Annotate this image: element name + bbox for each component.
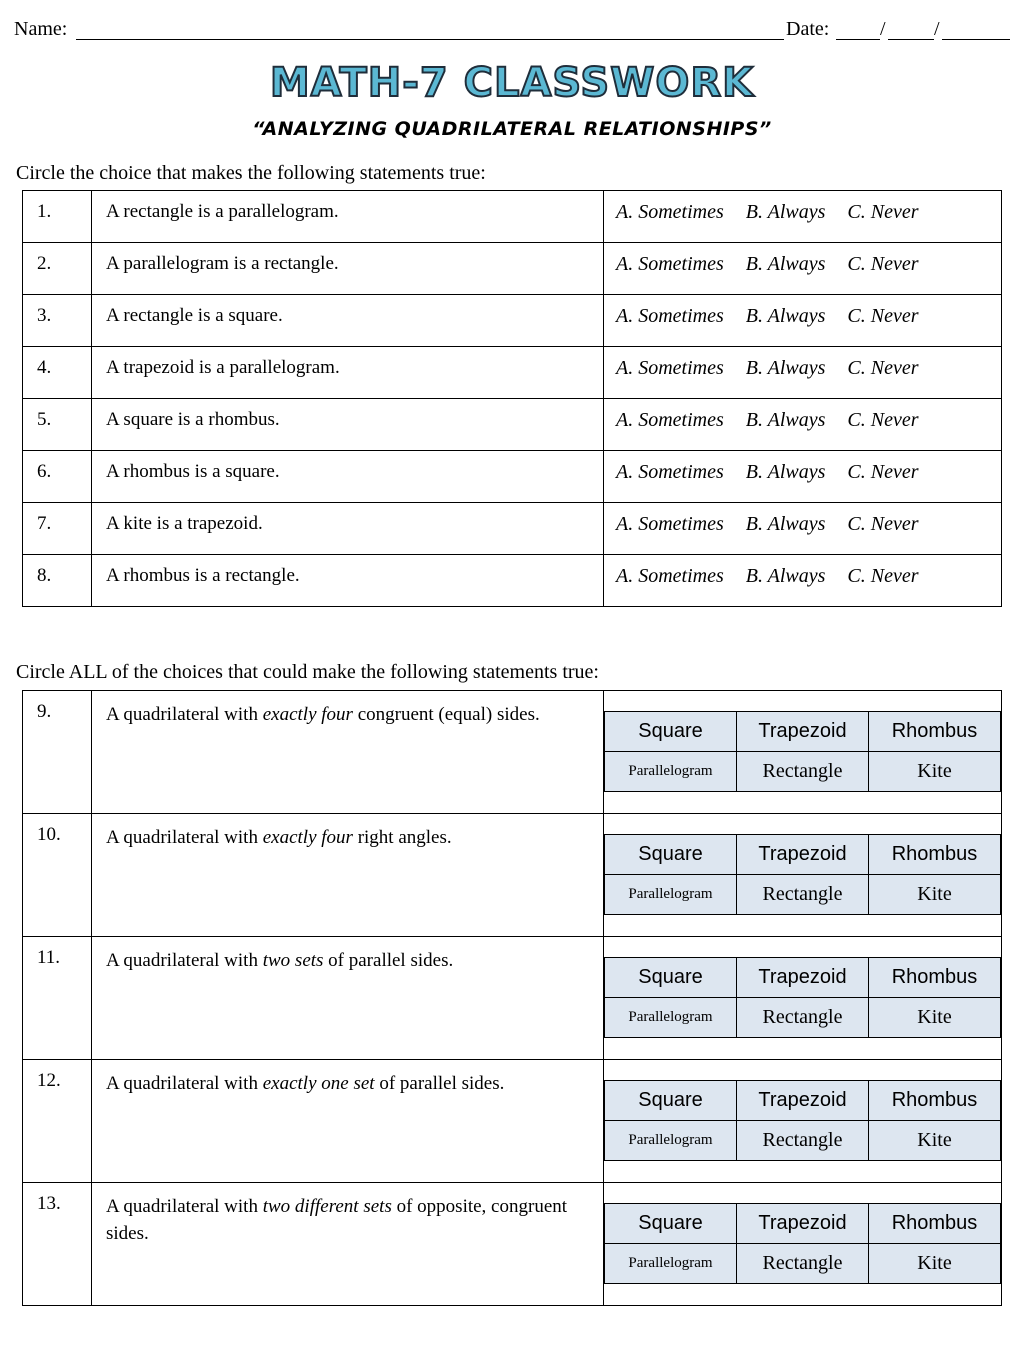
choice-always[interactable]: B. Always bbox=[745, 201, 826, 223]
choice-always[interactable]: B. Always bbox=[745, 357, 826, 379]
statement-text: A kite is a trapezoid. bbox=[92, 503, 604, 555]
choice-kite[interactable]: Kite bbox=[869, 752, 1001, 792]
shape-choices bbox=[604, 937, 1002, 1060]
statement-pre: A quadrilateral with bbox=[106, 1196, 263, 1217]
part1-instruction: Circle the choice that makes the following statements true: bbox=[16, 162, 486, 184]
statement-emphasis: exactly four bbox=[262, 827, 353, 848]
shape-grid bbox=[604, 834, 1001, 915]
choice-rhombus[interactable]: Rhombus bbox=[869, 835, 1001, 875]
choice-square[interactable]: Square bbox=[605, 1204, 737, 1244]
table-row bbox=[23, 451, 1002, 503]
statement-emphasis: two different sets bbox=[262, 1196, 392, 1217]
shape-grid bbox=[604, 957, 1001, 1038]
table-row bbox=[23, 503, 1002, 555]
statement-post: of parallel sides. bbox=[374, 1073, 505, 1094]
choice-parallelogram[interactable]: Parallelogram bbox=[605, 875, 737, 915]
choice-rectangle[interactable]: Rectangle bbox=[737, 752, 869, 792]
shape-choices bbox=[604, 691, 1002, 814]
choice-always[interactable]: B. Always bbox=[745, 253, 826, 275]
statement-text: A rhombus is a square. bbox=[92, 451, 604, 503]
statement-text bbox=[92, 937, 604, 1060]
choice-kite[interactable]: Kite bbox=[869, 1244, 1001, 1284]
choice-square[interactable]: Square bbox=[605, 712, 737, 752]
choice-never[interactable]: C. Never bbox=[847, 357, 919, 379]
item-number: 11. bbox=[23, 937, 92, 1060]
choice-always[interactable]: B. Always bbox=[745, 305, 826, 327]
choice-sometimes[interactable]: A. Sometimes bbox=[616, 253, 724, 275]
name-field[interactable] bbox=[76, 39, 784, 40]
name-date-row bbox=[14, 18, 1010, 46]
answer-choices bbox=[604, 555, 1002, 607]
answer-choices bbox=[604, 295, 1002, 347]
choice-always[interactable]: B. Always bbox=[745, 513, 826, 535]
choice-trapezoid[interactable]: Trapezoid bbox=[737, 1204, 869, 1244]
date-separator: / bbox=[880, 18, 886, 40]
statement-text bbox=[92, 1060, 604, 1183]
choice-sometimes[interactable]: A. Sometimes bbox=[616, 357, 724, 379]
table-row bbox=[23, 243, 1002, 295]
shape-choices bbox=[604, 1183, 1002, 1306]
choice-never[interactable]: C. Never bbox=[847, 565, 919, 587]
statement-text bbox=[92, 814, 604, 937]
item-number: 7. bbox=[23, 503, 92, 555]
choice-rhombus[interactable]: Rhombus bbox=[869, 958, 1001, 998]
table-row bbox=[23, 691, 1002, 814]
item-number: 13. bbox=[23, 1183, 92, 1306]
item-number: 3. bbox=[23, 295, 92, 347]
statement-pre: A quadrilateral with bbox=[106, 1073, 263, 1094]
statement-emphasis: exactly one set bbox=[262, 1073, 375, 1094]
choice-always[interactable]: B. Always bbox=[745, 461, 826, 483]
statement-text: A square is a rhombus. bbox=[92, 399, 604, 451]
choice-sometimes[interactable]: A. Sometimes bbox=[616, 513, 724, 535]
statement-text bbox=[92, 1183, 604, 1306]
date-label: Date: bbox=[786, 18, 830, 40]
choice-always[interactable]: B. Always bbox=[745, 565, 826, 587]
choice-square[interactable]: Square bbox=[605, 835, 737, 875]
shape-grid bbox=[604, 711, 1001, 792]
shape-grid bbox=[604, 1080, 1001, 1161]
table-row bbox=[23, 399, 1002, 451]
statement-pre: A quadrilateral with bbox=[106, 950, 263, 971]
answer-choices bbox=[604, 243, 1002, 295]
statement-text: A rhombus is a rectangle. bbox=[92, 555, 604, 607]
choice-never[interactable]: C. Never bbox=[847, 305, 919, 327]
choice-parallelogram[interactable]: Parallelogram bbox=[605, 1121, 737, 1161]
page-title: MATH-7 CLASSWORK bbox=[269, 60, 755, 106]
shape-choices bbox=[604, 1060, 1002, 1183]
choice-sometimes[interactable]: A. Sometimes bbox=[616, 201, 724, 223]
choice-never[interactable]: C. Never bbox=[847, 461, 919, 483]
item-number: 9. bbox=[23, 691, 92, 814]
answer-choices bbox=[604, 347, 1002, 399]
table-row bbox=[23, 191, 1002, 243]
table-row bbox=[23, 1183, 1002, 1306]
choice-trapezoid[interactable]: Trapezoid bbox=[737, 712, 869, 752]
statement-post: right angles. bbox=[352, 827, 452, 848]
choice-square[interactable]: Square bbox=[605, 958, 737, 998]
choice-rectangle[interactable]: Rectangle bbox=[737, 875, 869, 915]
choice-rhombus[interactable]: Rhombus bbox=[869, 712, 1001, 752]
statement-post: of parallel sides. bbox=[323, 950, 454, 971]
choice-sometimes[interactable]: A. Sometimes bbox=[616, 409, 724, 431]
statement-text: A trapezoid is a parallelogram. bbox=[92, 347, 604, 399]
choice-never[interactable]: C. Never bbox=[847, 201, 919, 223]
choice-rectangle[interactable]: Rectangle bbox=[737, 998, 869, 1038]
part2-instruction: Circle ALL of the choices that could make the following statements true: bbox=[16, 661, 599, 683]
choice-parallelogram[interactable]: Parallelogram bbox=[605, 998, 737, 1038]
item-number: 8. bbox=[23, 555, 92, 607]
table-row bbox=[23, 347, 1002, 399]
item-number: 6. bbox=[23, 451, 92, 503]
choice-rhombus[interactable]: Rhombus bbox=[869, 1204, 1001, 1244]
item-number: 2. bbox=[23, 243, 92, 295]
statement-text: A rectangle is a square. bbox=[92, 295, 604, 347]
choice-kite[interactable]: Kite bbox=[869, 875, 1001, 915]
choice-never[interactable]: C. Never bbox=[847, 253, 919, 275]
date-day-field[interactable] bbox=[888, 39, 934, 40]
statement-post: congruent (equal) sides. bbox=[352, 704, 540, 725]
choice-rectangle[interactable]: Rectangle bbox=[737, 1121, 869, 1161]
choice-trapezoid[interactable]: Trapezoid bbox=[737, 835, 869, 875]
choice-sometimes[interactable]: A. Sometimes bbox=[616, 305, 724, 327]
choice-square[interactable]: Square bbox=[605, 1081, 737, 1121]
answer-choices bbox=[604, 503, 1002, 555]
choice-sometimes[interactable]: A. Sometimes bbox=[616, 565, 724, 587]
choice-kite[interactable]: Kite bbox=[869, 1121, 1001, 1161]
date-month-field[interactable] bbox=[836, 39, 880, 40]
date-separator: / bbox=[934, 18, 940, 40]
statement-pre: A quadrilateral with bbox=[106, 704, 263, 725]
shape-grid bbox=[604, 1203, 1001, 1284]
name-label: Name: bbox=[14, 18, 68, 40]
statement-emphasis: exactly four bbox=[262, 704, 353, 725]
choice-sometimes[interactable]: A. Sometimes bbox=[616, 461, 724, 483]
choice-trapezoid[interactable]: Trapezoid bbox=[737, 958, 869, 998]
choice-always[interactable]: B. Always bbox=[745, 409, 826, 431]
date-year-field[interactable] bbox=[942, 39, 1010, 40]
page-subtitle: “ANALYZING QUADRILATERAL RELATIONSHIPS” bbox=[252, 118, 772, 140]
part1-table bbox=[22, 190, 1002, 607]
table-row bbox=[23, 295, 1002, 347]
statement-text: A parallelogram is a rectangle. bbox=[92, 243, 604, 295]
table-row bbox=[23, 814, 1002, 937]
statement-emphasis: two sets bbox=[262, 950, 324, 971]
part2-table bbox=[22, 690, 1002, 1306]
item-number: 5. bbox=[23, 399, 92, 451]
answer-choices bbox=[604, 399, 1002, 451]
choice-trapezoid[interactable]: Trapezoid bbox=[737, 1081, 869, 1121]
table-row bbox=[23, 937, 1002, 1060]
shape-choices bbox=[604, 814, 1002, 937]
statement-text bbox=[92, 691, 604, 814]
statement-post: of opposite, congruent sides. bbox=[106, 1196, 568, 1244]
item-number: 10. bbox=[23, 814, 92, 937]
statement-pre: A quadrilateral with bbox=[106, 827, 263, 848]
choice-parallelogram[interactable]: Parallelogram bbox=[605, 752, 737, 792]
item-number: 4. bbox=[23, 347, 92, 399]
table-row bbox=[23, 555, 1002, 607]
item-number: 12. bbox=[23, 1060, 92, 1183]
choice-never[interactable]: C. Never bbox=[847, 513, 919, 535]
choice-rhombus[interactable]: Rhombus bbox=[869, 1081, 1001, 1121]
table-row bbox=[23, 1060, 1002, 1183]
choice-rectangle[interactable]: Rectangle bbox=[737, 1244, 869, 1284]
answer-choices bbox=[604, 451, 1002, 503]
answer-choices bbox=[604, 191, 1002, 243]
choice-parallelogram[interactable]: Parallelogram bbox=[605, 1244, 737, 1284]
item-number: 1. bbox=[23, 191, 92, 243]
statement-text: A rectangle is a parallelogram. bbox=[92, 191, 604, 243]
choice-never[interactable]: C. Never bbox=[847, 409, 919, 431]
choice-kite[interactable]: Kite bbox=[869, 998, 1001, 1038]
